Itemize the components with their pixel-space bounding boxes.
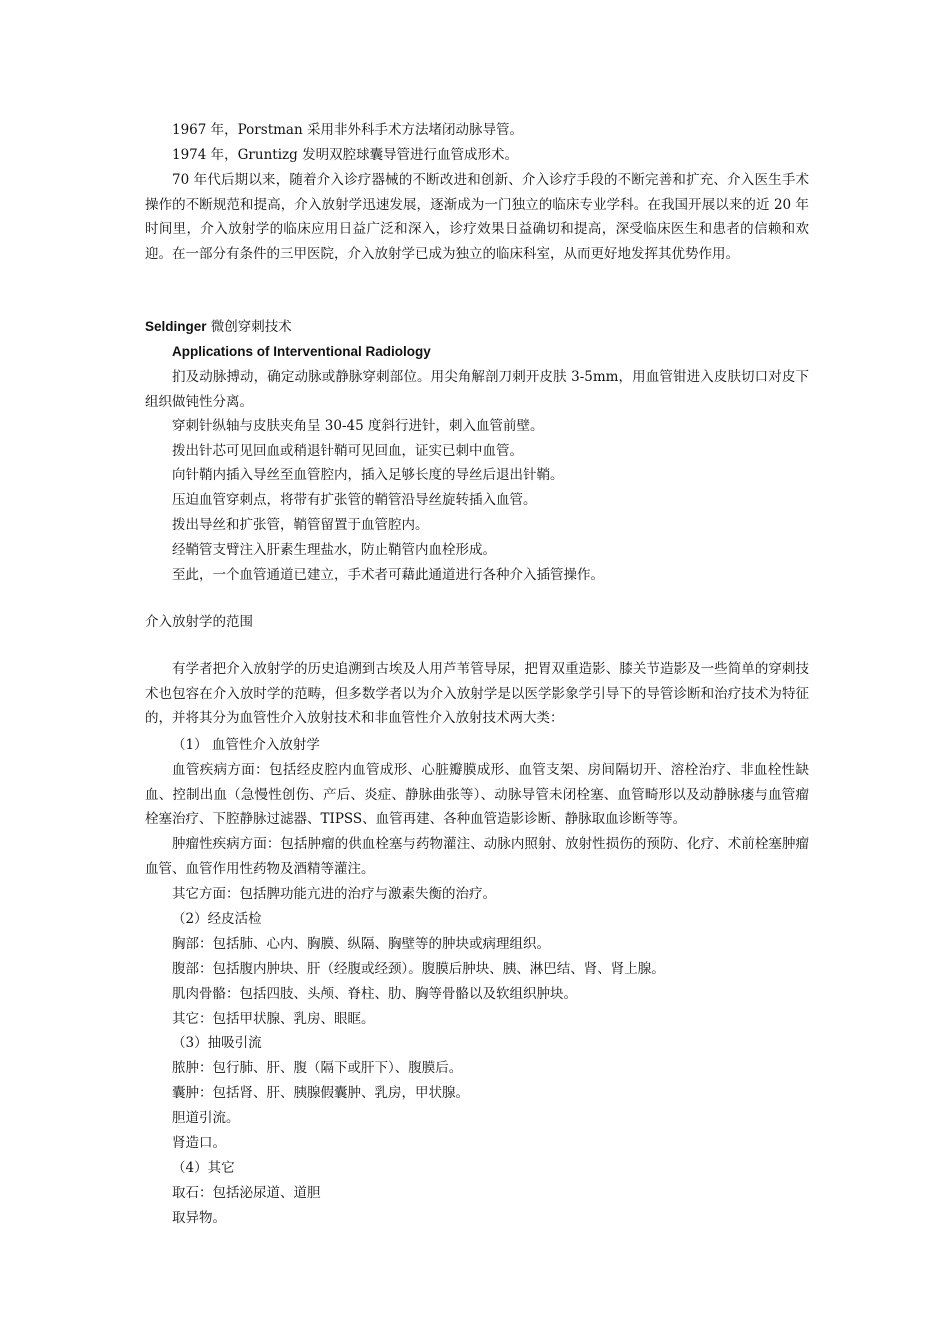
drainage-item: 囊肿：包括肾、肝、胰腺假囊肿、乳房，甲状腺。: [172, 1085, 469, 1101]
drainage-item: 肾造口。: [172, 1135, 226, 1151]
other-item: 取异物。: [172, 1210, 226, 1226]
seldinger-heading-bold: Seldinger: [145, 319, 207, 334]
vascular-item: 肿瘤性疾病方面：包括肿瘤的供血栓塞与药物灌注、动脉内照射、放射性损伤的预防、化疗、术前栓塞肿瘤血管、血管作用性药物及酒精等灌注。: [145, 836, 809, 877]
seldinger-step: 经鞘管支臂注入肝素生理盐水，防止鞘管内血栓形成。: [172, 542, 496, 558]
seldinger-heading-rest: 微创穿刺技术: [206, 319, 292, 335]
history-1967: 1967 年，Porstman 采用非外科手术方法堵闭动脉导管。: [172, 122, 523, 138]
biopsy-item: 其它：包括甲状腺、乳房、眼眶。: [172, 1011, 375, 1027]
history-1974: 1974 年，Gruntizg 发明双腔球囊导管进行血管成形术。: [172, 147, 519, 163]
seldinger-step: 穿刺针纵轴与皮肤夹角呈 30-45 度斜行进针，刺入血管前壁。: [172, 418, 544, 434]
history-development: 70 年代后期以来，随着介入诊疗器械的不断改进和创新、介入诊疗手段的不断完善和扩充、介入医生手术操作的不断规范和提高，介入放射学迅速发展，逐渐成为一门独立的临床专业学科。在我国开展以来的近 20 年时间里，介入放射学的临床应用日益广泛和深入，诊疗效果日益确切和提高，深受临床医生和患者的信赖和欢迎。在一部分有条件的三甲医院，介入放射学已成为独立的临床科室，从而更好地发挥其优势作用。: [145, 172, 809, 262]
seldinger-step: 压迫血管穿刺点，将带有扩张管的鞘管沿导丝旋转插入血管。: [172, 492, 537, 508]
section-title-vascular: （1） 血管性介入放射学: [172, 737, 320, 753]
section-title-other: （4）其它: [172, 1160, 235, 1176]
biopsy-item: 腹部：包括腹内肿块、肝（经腹或经颈）。腹膜后肿块、胰、淋巴结、肾、肾上腺。: [172, 961, 665, 977]
section-title-biopsy: （2）经皮活检: [172, 911, 262, 927]
vascular-item: 其它方面：包括脾功能亢进的治疗与激素失衡的治疗。: [172, 886, 496, 902]
vascular-item: 血管疾病方面：包括经皮腔内血管成形、心脏瓣膜成形、血管支架、房间隔切开、溶栓治疗、非血栓性缺血、控制出血（急慢性创伤、产后、炎症、静脉曲张等）、动脉导管未闭栓塞、血管畸形以及动静脉瘘与血管瘤栓塞治疗、下腔静脉过滤器、TIPSS、血管再建、各种血管造影诊断、静脉取血诊断等等。: [145, 762, 809, 827]
seldinger-heading: [145, 315, 809, 340]
seldinger-step: 拨出针芯可见回血或稍退针鞘可见回血，证实已刺中血管。: [172, 443, 523, 459]
scope-intro: 有学者把介入放射学的历史追溯到古埃及人用芦苇管导尿，把胃双重造影、膝关节造影及一些简单的穿刺技术也包容在介入放时学的范畴，但多数学者以为介入放射学是以医学影象学引导下的导管诊断和治疗技术为特征的，并将其分为血管性介入放射技术和非血管性介入放射技术两大类：: [145, 661, 809, 726]
seldinger-step: 向针鞘内插入导丝至血管腔内，插入足够长度的导丝后退出针鞘。: [172, 467, 564, 483]
section-title-drainage: （3）抽吸引流: [172, 1035, 262, 1051]
drainage-item: 胆道引流。: [172, 1110, 240, 1126]
biopsy-item: 肌肉骨骼：包括四肢、头颅、脊柱、肋、胸等骨骼以及软组织肿块。: [172, 986, 577, 1002]
biopsy-item: 胸部：包括肺、心内、胸膜、纵隔、胸壁等的肿块或病理组织。: [172, 936, 550, 952]
seldinger-step: 拨出导丝和扩张管，鞘管留置于血管腔内。: [172, 517, 429, 533]
other-item: 取石：包括泌尿道、道胆: [172, 1185, 321, 1201]
seldinger-subheading: Applications of Interventional Radiology: [172, 344, 431, 359]
scope-heading: 介入放射学的范围: [145, 614, 253, 630]
seldinger-step: 扪及动脉搏动，确定动脉或静脉穿刺部位。用尖角解剖刀刺开皮肤 3-5mm，用血管钳进入皮肤切口对皮下组织做钝性分离。: [145, 369, 809, 410]
drainage-item: 脓肿：包行肺、肝、腹（隔下或肝下）、腹膜后。: [172, 1060, 463, 1076]
seldinger-step: 至此，一个血管通道已建立，手术者可藉此通道进行各种介入插管操作。: [172, 567, 604, 583]
